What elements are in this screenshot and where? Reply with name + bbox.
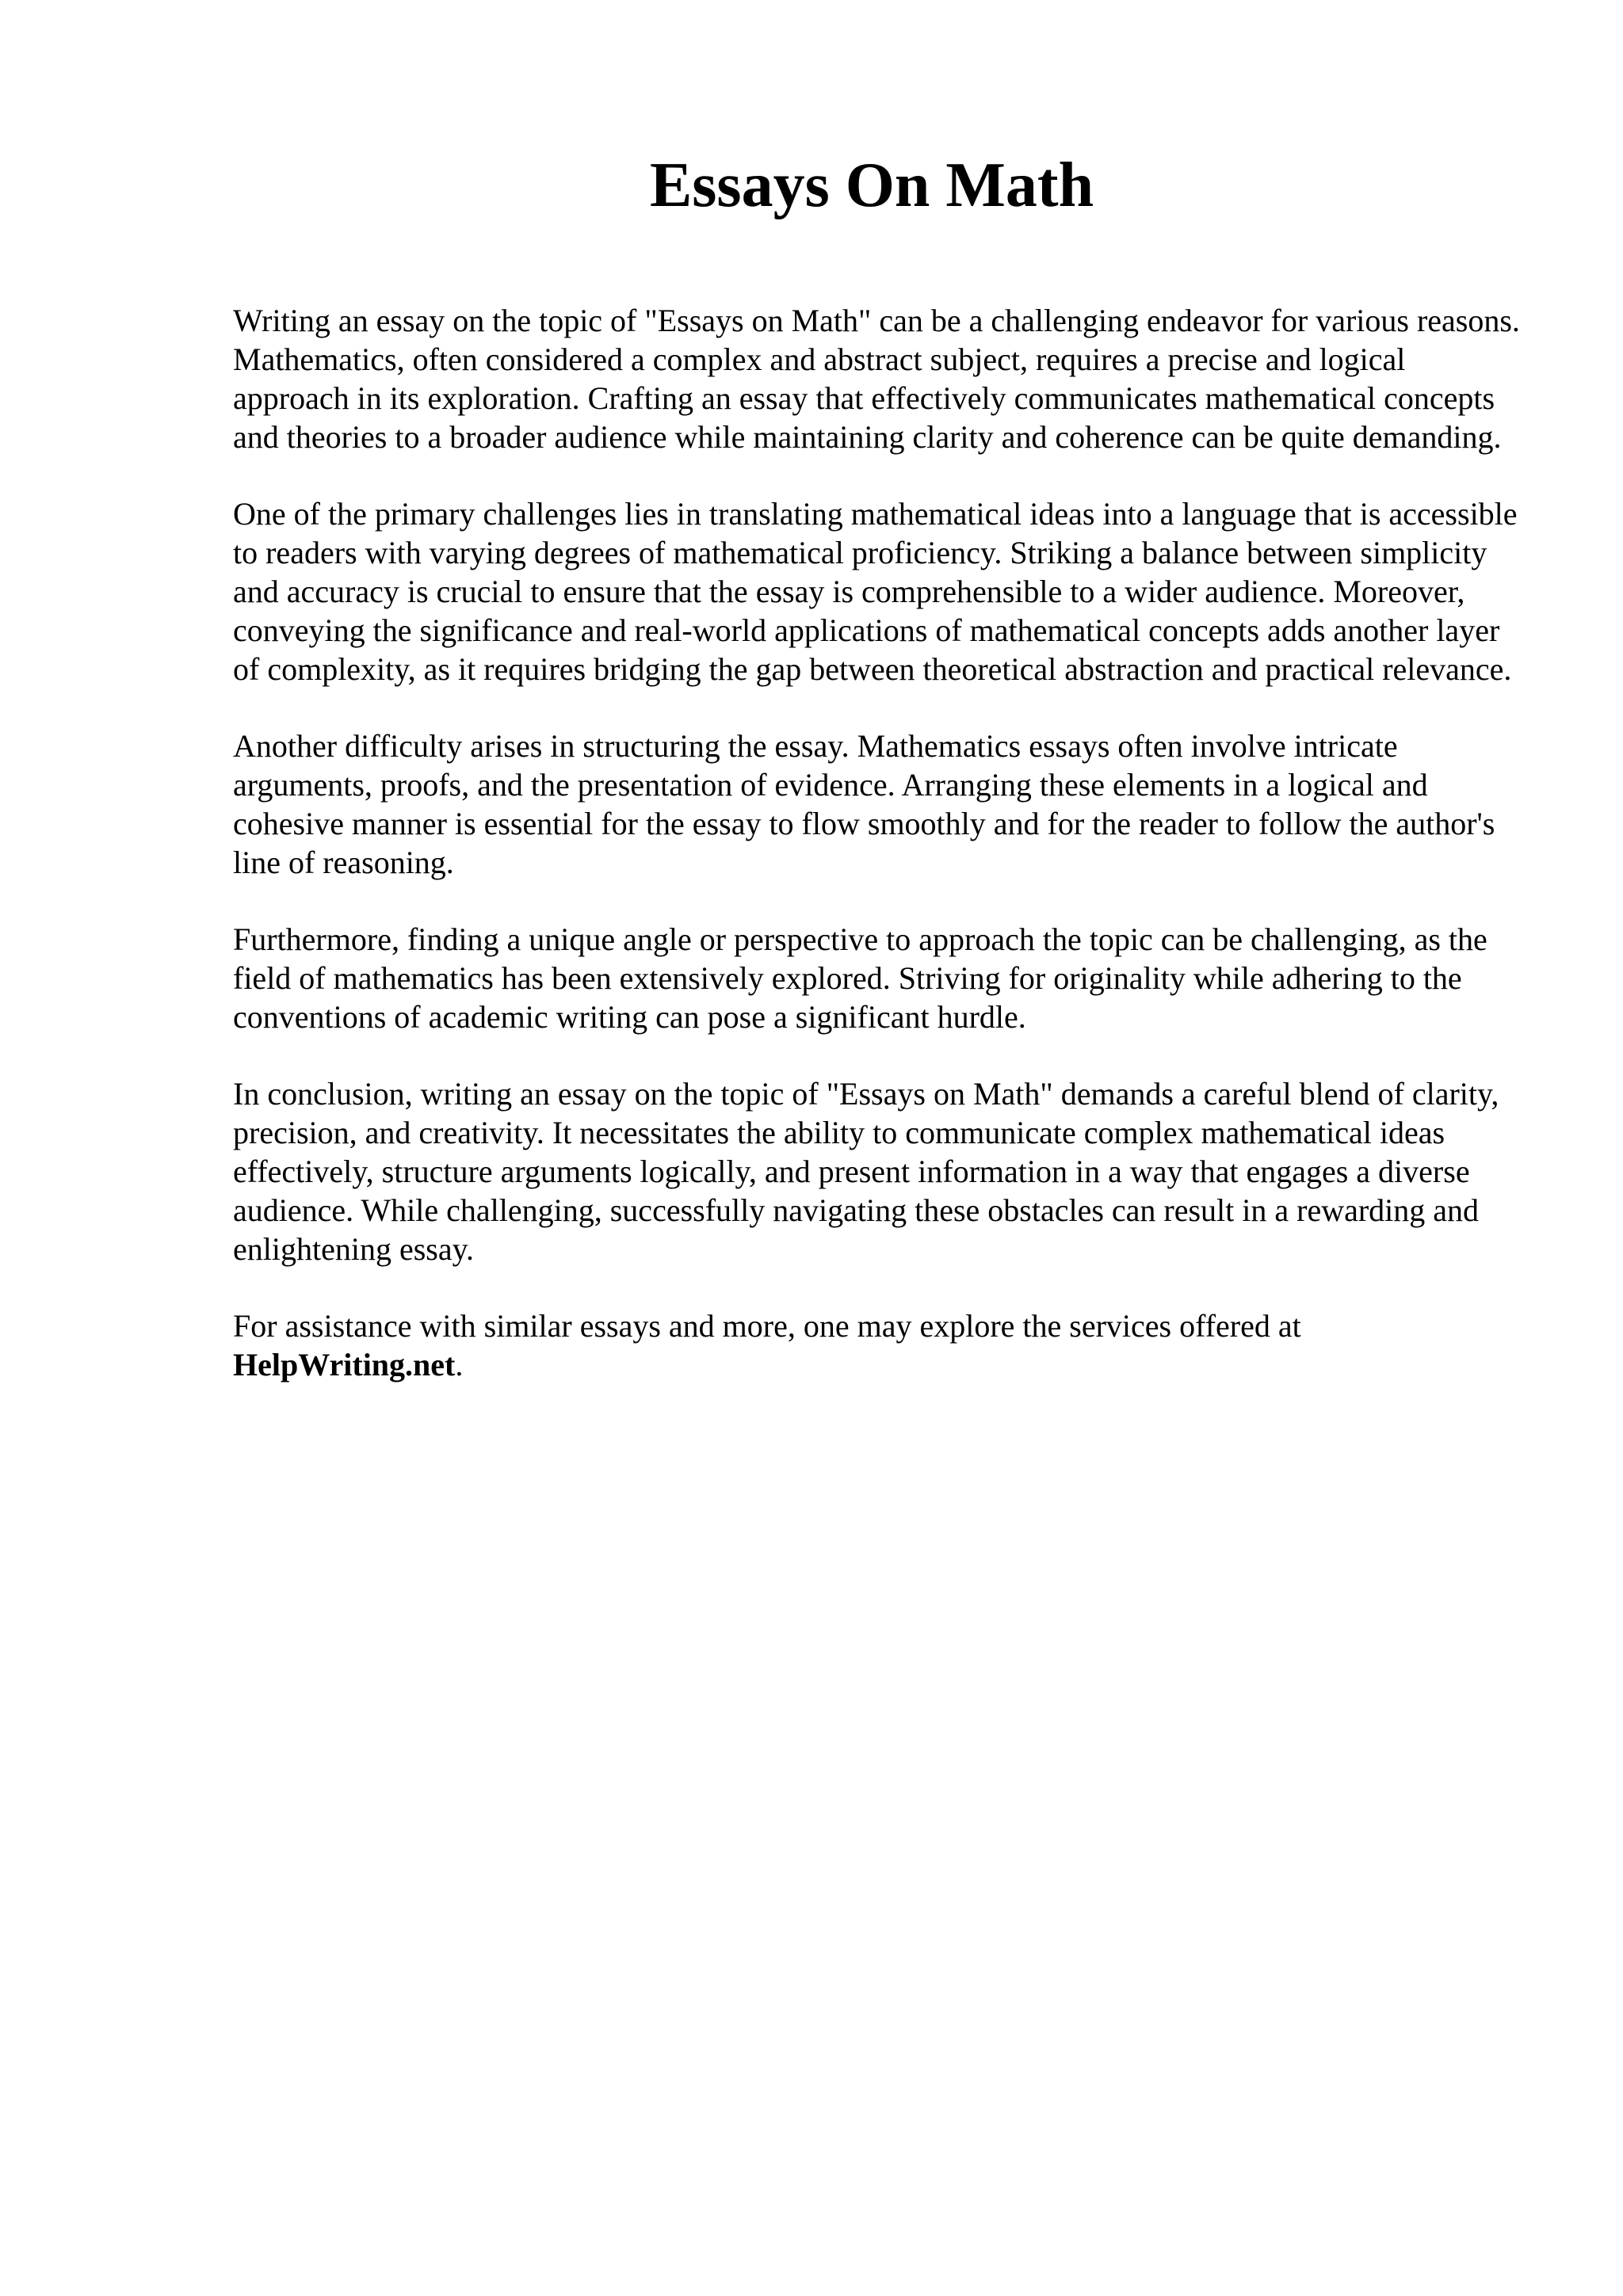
closing-paragraph: [233, 1306, 1521, 1384]
closing-period: .: [455, 1347, 464, 1383]
essay-body: [233, 301, 1521, 1422]
paragraph-1: Writing an essay on the topic of "Essays on Math" can be a challenging endeavor for various reasons. Mathematics, often considered a complex and abstract subject, requires a precise and logical approach in its exploration. Crafting an essay that effectively communicates mathematical concepts and theories to a broader audience while maintaining clarity and coherence can be quite demanding.: [233, 303, 1520, 455]
paragraph-3: Another difficulty arises in structuring the essay. Mathematics essays often involve intricate arguments, proofs, and the presentation of evidence. Arranging these elements in a logical and cohesive manner is essential for the essay to flow smoothly and for the reader to follow the author's line of reasoning.: [233, 728, 1495, 880]
paragraph-2: One of the primary challenges lies in translating mathematical ideas into a language that is accessible to readers with varying degrees of mathematical proficiency. Striking a balance between simplicity and accuracy is crucial to ensure that the essay is comprehensible to a wider audience. Moreover, conveying the significance and real-world applications of mathematical concepts adds another layer of complexity, as it requires bridging the gap between theoretical abstraction and practical relevance.: [233, 496, 1518, 687]
brand-link[interactable]: HelpWriting.net: [233, 1347, 456, 1383]
paragraph-5: In conclusion, writing an essay on the topic of "Essays on Math" demands a careful blend of clarity, precision, and creativity. It necessitates the ability to communicate complex mathematical ideas effectively, structure arguments logically, and present information in a way that engages a diverse audience. While challenging, successfully navigating these obstacles can result in a rewarding and enlightening essay.: [233, 1076, 1499, 1267]
closing-text: For assistance with similar essays and more, one may explore the services offered at: [233, 1308, 1301, 1344]
paragraph-4: Furthermore, finding a unique angle or perspective to approach the topic can be challenging, as the field of mathematics has been extensively explored. Striving for originality while adhering to the conventions of academic writing can pose a significant hurdle.: [233, 921, 1487, 1035]
page-title: Essays On Math: [649, 151, 1094, 220]
